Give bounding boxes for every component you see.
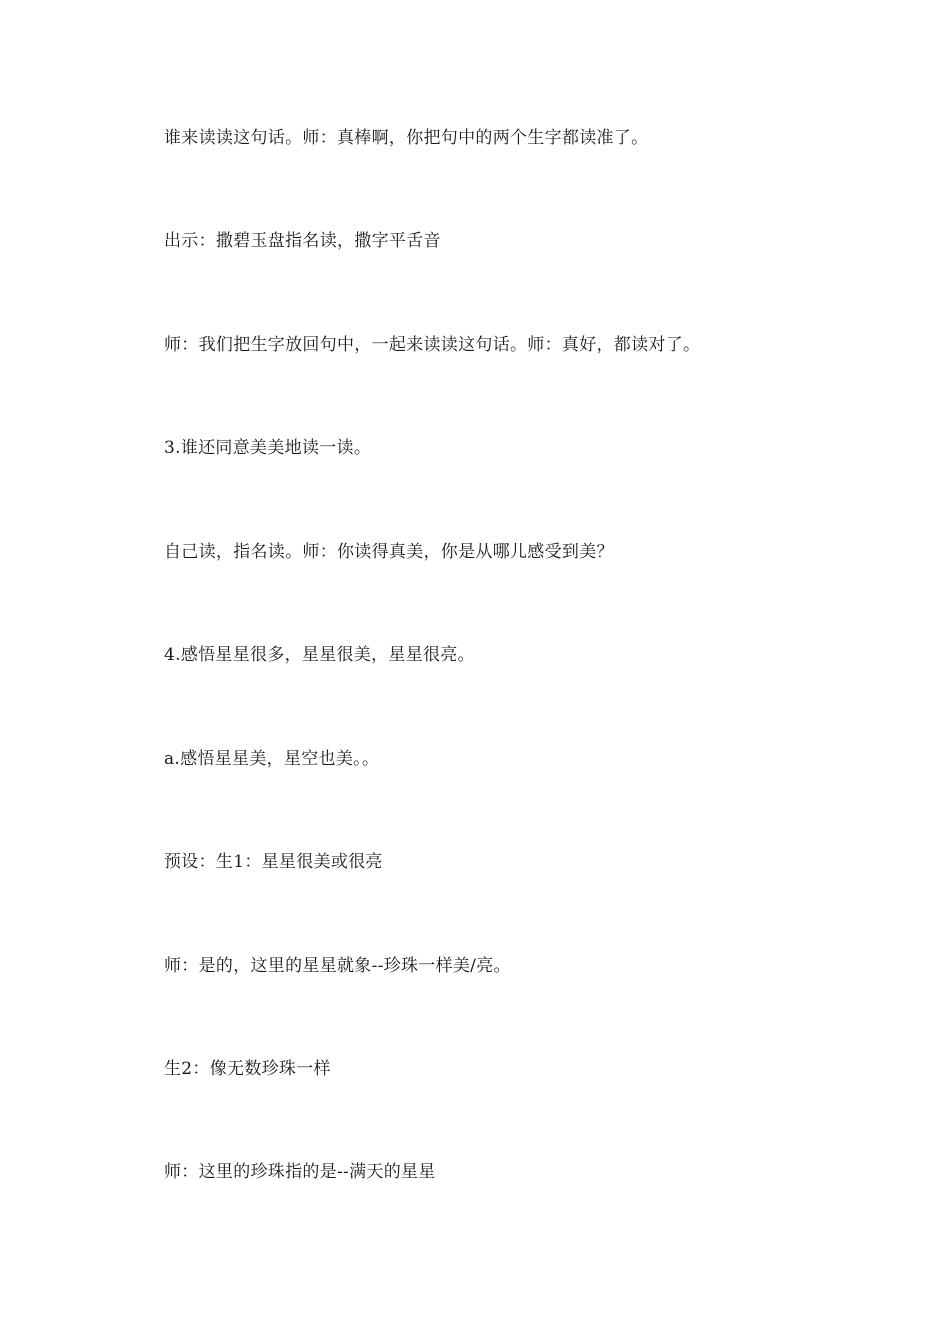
- paragraph-4: 3.谁还同意美美地读一读。: [164, 438, 372, 458]
- paragraph-11: 师：这里的珍珠指的是--满天的星星: [164, 1162, 436, 1182]
- paragraph-9: 师：是的，这里的星星就象--珍珠一样美/亮。: [164, 956, 511, 976]
- paragraph-6: 4.感悟星星很多，星星很美，星星很亮。: [164, 645, 475, 665]
- paragraph-10: 生2：像无数珍珠一样: [164, 1059, 331, 1079]
- paragraph-5: 自己读，指名读。师：你读得真美，你是从哪儿感受到美？: [164, 542, 614, 562]
- paragraph-1: 谁来读读这句话。师：真棒啊，你把句中的两个生字都读准了。: [164, 128, 649, 148]
- paragraph-3: 师：我们把生字放回句中，一起来读读这句话。师：真好，都读对了。: [164, 335, 701, 355]
- paragraph-7: a.感悟星星美，星空也美。。: [164, 749, 380, 769]
- paragraph-8: 预设：生1：星星很美或很亮: [164, 852, 383, 872]
- paragraph-2: 出示：撒碧玉盘指名读，撒字平舌音: [164, 231, 441, 251]
